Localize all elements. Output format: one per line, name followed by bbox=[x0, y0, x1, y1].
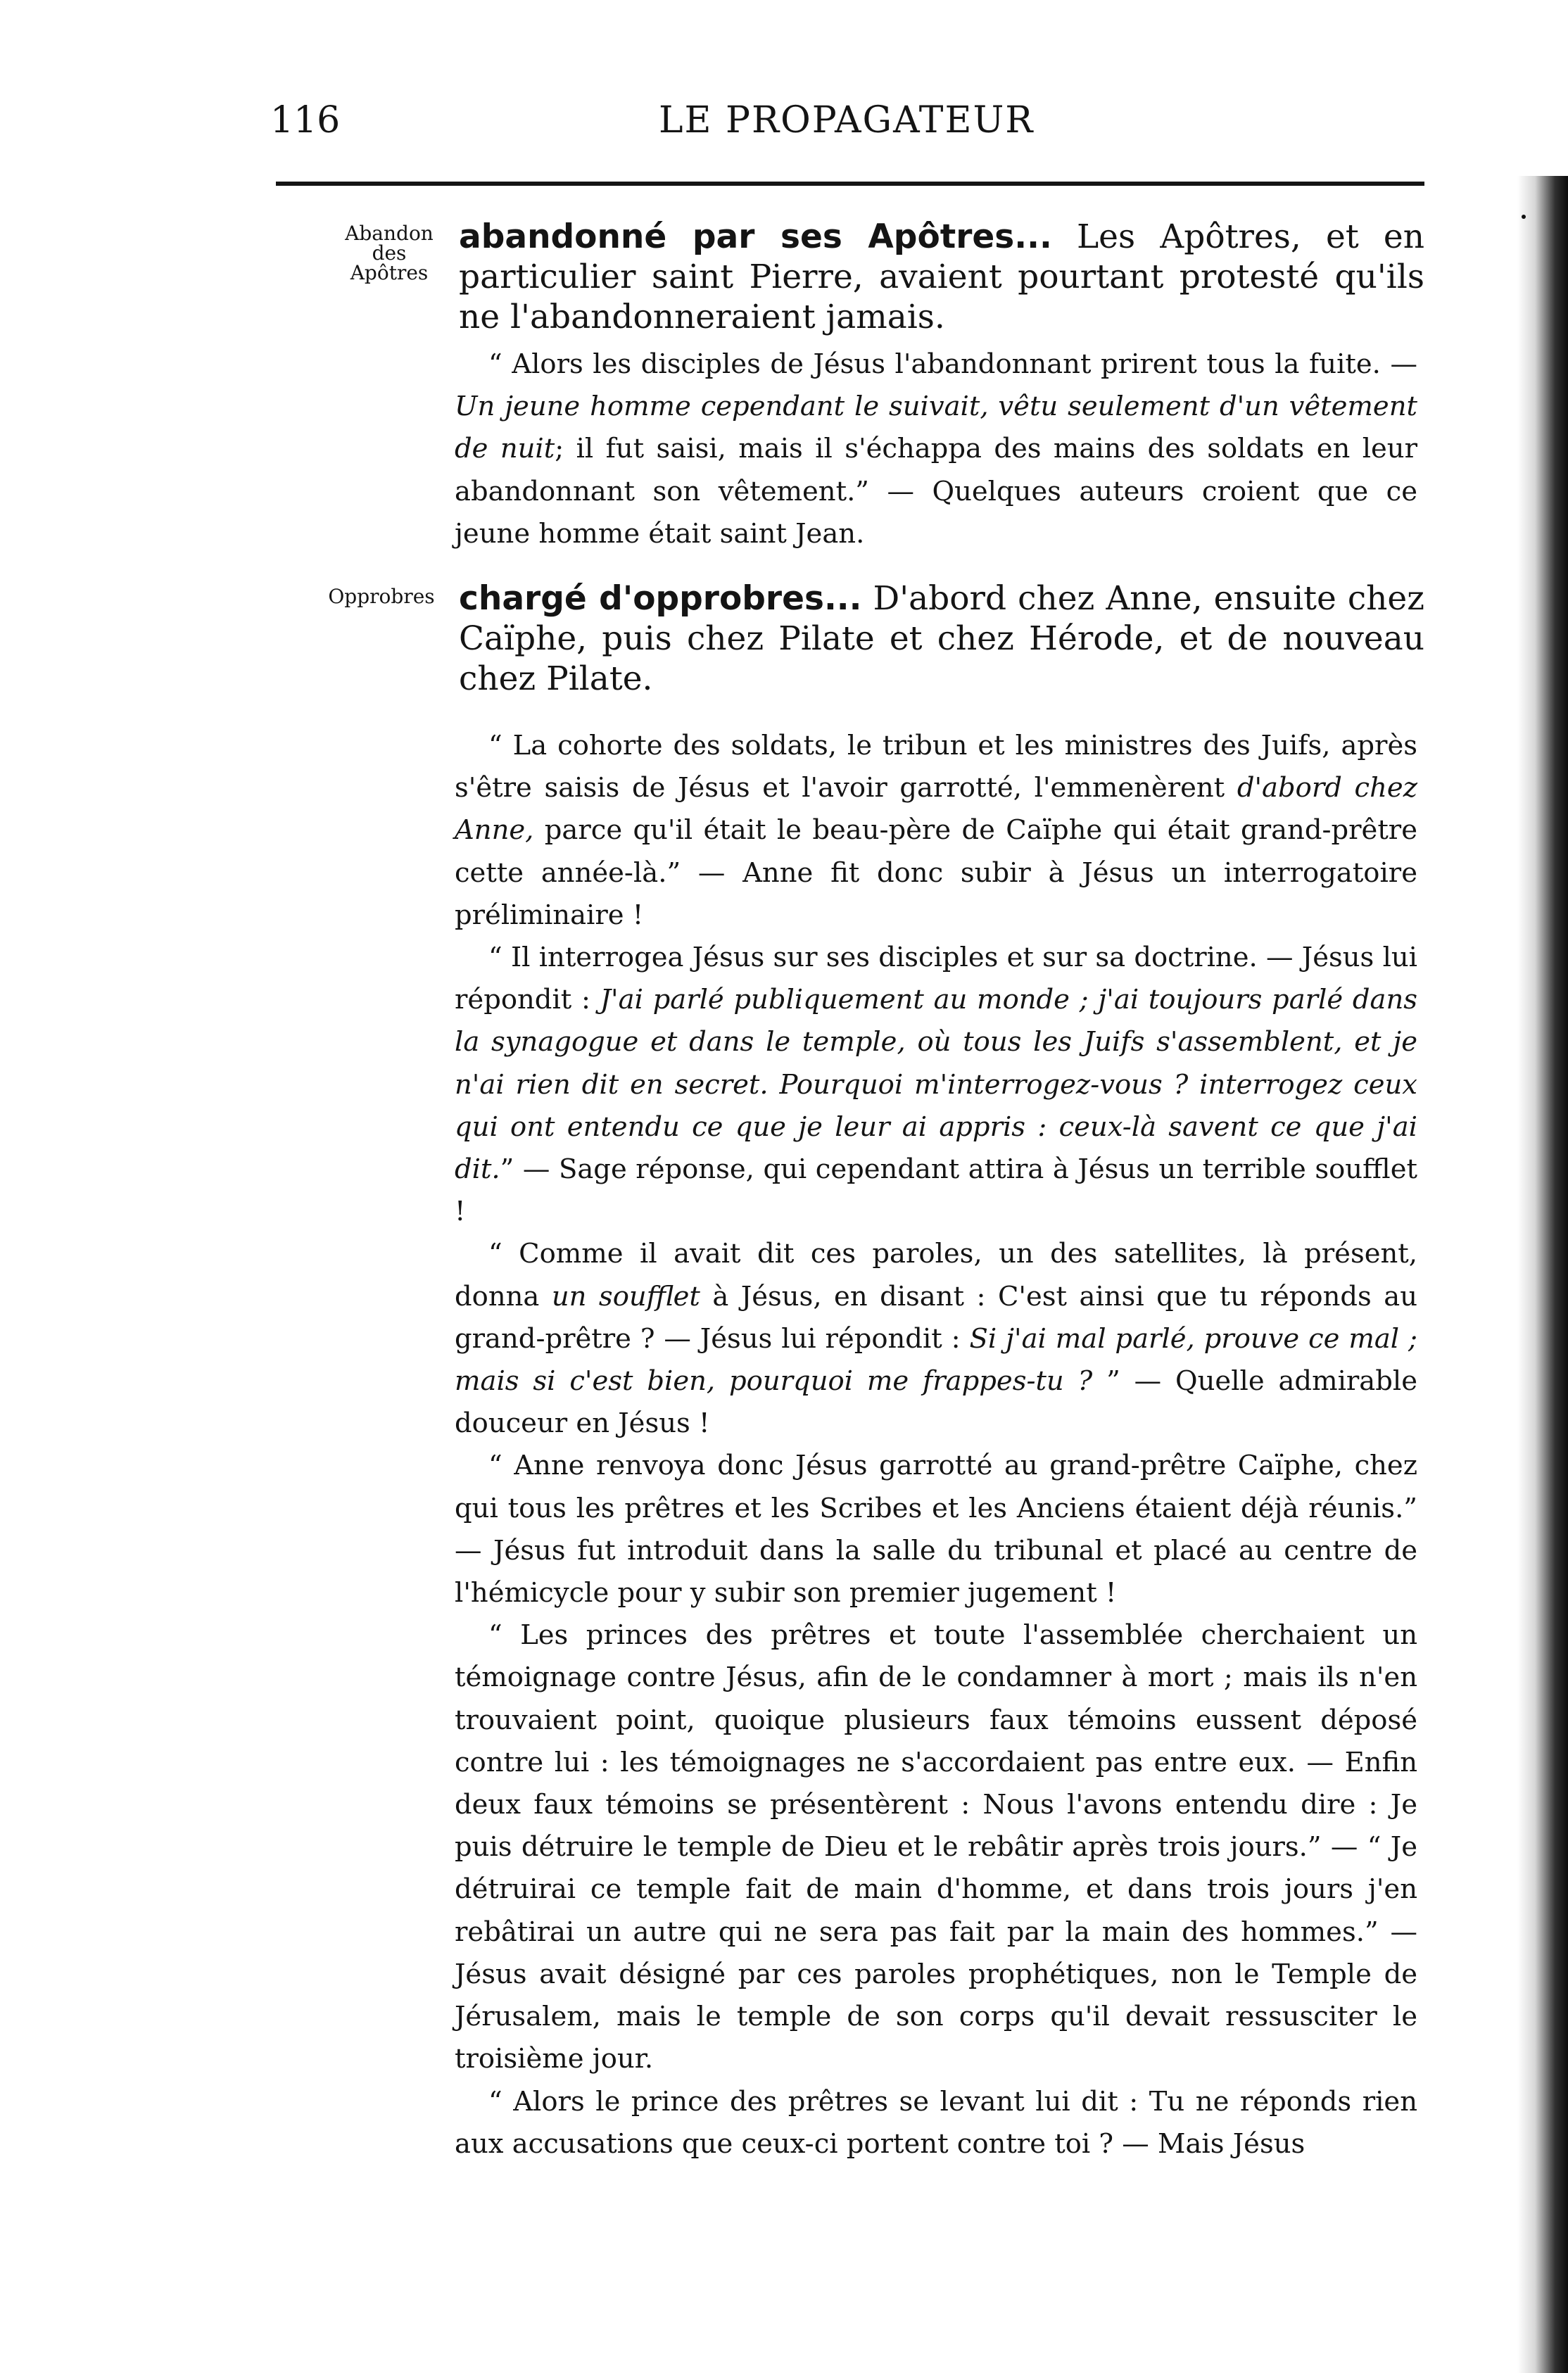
margin-note-opprobres: Opprobres bbox=[328, 585, 435, 608]
paragraph bbox=[455, 937, 1417, 1233]
lead-keyword: chargé d'opprobres... bbox=[459, 579, 862, 618]
text-run: “ La cohorte des soldats, le tribun et les ministres des Juifs, après s'être saisis de Jésus et l'avoir garrotté, l'emmenèrent bbox=[455, 730, 1417, 804]
body-block-abandon bbox=[455, 343, 1417, 555]
text-run: à Jésus, en disant : C'est ainsi que tu réponds au grand-prêtre ? — Jésus lui répondit : bbox=[455, 1280, 1417, 1355]
italic-run: d'abord chez Anne, bbox=[455, 772, 1417, 847]
text-run: “ Comme il avait dit ces paroles, un des satellites, là présent, donna bbox=[455, 1238, 1417, 1312]
margin-note-abandon bbox=[329, 224, 449, 283]
lead-text: D'abord chez Anne, ensuite chez Caïphe, puis chez Pilate et chez Hérode, et de nouveau chez Pilate. bbox=[459, 579, 1425, 698]
lead-text: Les Apôtres, et en particulier saint Pierre, avaient pourtant protesté qu'ils ne l'abandonneraient jamais. bbox=[459, 217, 1424, 336]
paragraph: “ Alors le prince des prêtres se levant lui dit : Tu ne réponds rien aux accusations que ceux-ci portent contre toi ? — Mais Jésus bbox=[455, 2085, 1417, 2160]
text-run: ” — Sage réponse, qui cependant attira à Jésus un terrible soufflet ! bbox=[455, 1153, 1417, 1228]
text-run: “ Alors les disciples de Jésus l'abandonnant prirent tous la fuite. — bbox=[488, 348, 1417, 380]
text-run: ; il fut saisi, mais il s'échappa des mains des soldats en leur abandonnant son vêtement.” — Quelques auteurs croient que ce jeune homme était saint Jean. bbox=[455, 433, 1417, 550]
text-run: ” — Quelle admirable douceur en Jésus ! bbox=[455, 1365, 1417, 1440]
italic-run: un soufflet bbox=[551, 1280, 700, 1312]
italic-run: J'ai parlé publiquement au monde ; j'ai toujours parlé dans la synagogue et dans le temple, où tous les Juifs s'assemblent, et je n'ai rien dit en secret. Pourquoi m'interrogez-vous ? interrogez ceux qui ont entendu ce que je leur ai appris : ceux-là savent ce que j'ai dit. bbox=[455, 984, 1418, 1186]
lead-paragraph-abandon bbox=[459, 217, 1424, 337]
paragraph: “ Anne renvoya donc Jésus garrotté au grand-prêtre Caïphe, chez qui tous les prêtres et les Scribes et les Anciens étaient déjà réunis.” — Jésus fut introduit dans la salle du tribunal et placé au centre de l'hémicycle pour y subir son premier jugement ! bbox=[455, 1450, 1417, 1609]
italic-run: Un jeune homme cependant le suivait, vêtu seulement d'un vêtement de nuit bbox=[455, 391, 1417, 465]
paragraph bbox=[455, 1233, 1417, 1445]
margin-note-line: Abandon bbox=[345, 222, 434, 245]
page-number: 116 bbox=[270, 99, 341, 141]
body-block-opprobres bbox=[455, 725, 1417, 2165]
lead-keyword: abandonné par ses Apôtres... bbox=[459, 217, 1052, 256]
scan-speck bbox=[1522, 215, 1526, 219]
paragraph bbox=[455, 725, 1417, 937]
lead-paragraph-opprobres bbox=[459, 578, 1424, 699]
margin-note-line: Apôtres bbox=[350, 261, 429, 284]
margin-note-line: des bbox=[372, 241, 407, 265]
running-title: LE PROPAGATEUR bbox=[659, 99, 1035, 141]
paragraph bbox=[455, 343, 1417, 555]
text-run: “ Il interrogea Jésus sur ses disciples et sur sa doctrine. — Jésus lui répondit : bbox=[455, 942, 1417, 1016]
paragraph: “ Les princes des prêtres et toute l'assemblée cherchaient un témoignage contre Jésus, afin de le condamner à mort ; mais ils n'en trouvaient point, quoique plusieurs faux témoins eussent déposé contre lui : les témoignages ne s'accordaient pas entre eux. — Enfin deux faux témoins se présentèrent : Nous l'avons entendu dire : Je puis détruire le temple de Dieu et le rebâtir après trois jours.” — “ Je détruirai ce temple fait de main d'homme, et dans trois jours j'en rebâtirai un autre qui ne sera pas fait par la main des hommes.” — Jésus avait désigné par ces paroles prophétiques, non le Temple de Jérusalem, mais le temple de son corps qu'il devait ressusciter le troisième jour. bbox=[455, 1619, 1417, 2075]
header-rule bbox=[276, 182, 1424, 186]
text-run: parce qu'il était le beau-père de Caïphe qui était grand-prêtre cette année-là.” — Anne fit donc subir à Jésus un interrogatoire préliminaire ! bbox=[455, 814, 1417, 931]
italic-run: Si j'ai mal parlé, prouve ce mal ; mais si c'est bien, pourquoi me frappes-tu ? bbox=[455, 1322, 1417, 1398]
scan-edge-shadow bbox=[1517, 176, 1568, 2373]
